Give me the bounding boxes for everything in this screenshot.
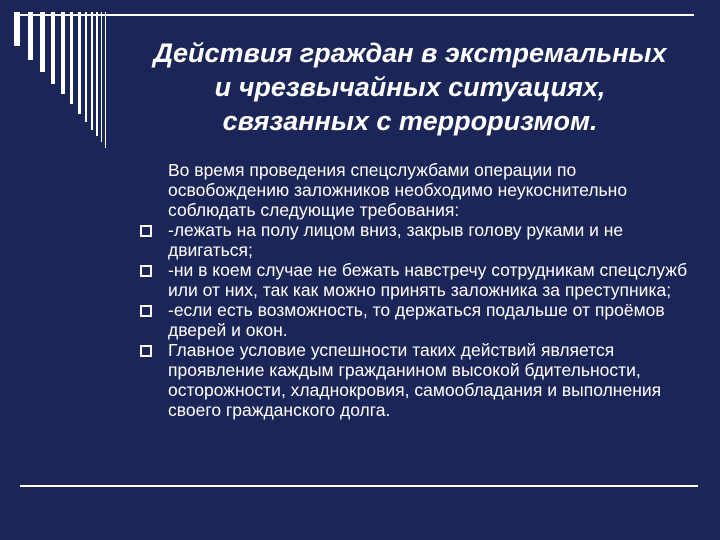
list-item: [140, 260, 700, 300]
decorative-bars: [14, 12, 144, 152]
slide-title: [140, 36, 680, 138]
title-line-3: связанных с терроризмом.: [222, 106, 598, 136]
bullet-list: [140, 220, 700, 420]
list-item: [140, 300, 700, 340]
title-line-1: Действия граждан в экстремальных: [153, 38, 667, 68]
list-item: [140, 340, 700, 420]
hollow-square-icon: [140, 225, 152, 237]
hollow-square-icon: [140, 305, 152, 317]
hollow-square-icon: [140, 345, 152, 357]
list-item-text: -лежать на полу лицом вниз, закрыв голову руками и не двигаться;: [168, 220, 624, 260]
bottom-divider: [20, 485, 698, 487]
slide-body: [140, 160, 700, 420]
list-item-text: -если есть возможность, то держаться подальше от проёмов дверей и окон.: [168, 300, 665, 340]
hollow-square-icon: [140, 265, 152, 277]
list-item-text: Главное условие успешности таких действий является проявление каждым гражданином высокой бдительности, осторожности, хладнокровия, самообладания и выполнения своего гражданского долга.: [168, 340, 662, 420]
list-item: [140, 220, 700, 260]
intro-paragraph: Во время проведения спецслужбами операции по освобождению заложников необходимо неукоснительно соблюдать следующие требования:: [168, 160, 628, 220]
title-line-2: и чрезвычайных ситуациях,: [214, 72, 606, 102]
list-item-text: -ни в коем случае не бежать навстречу сотрудникам спецслужб или от них, так как можно принять заложника за преступника;: [168, 260, 688, 300]
